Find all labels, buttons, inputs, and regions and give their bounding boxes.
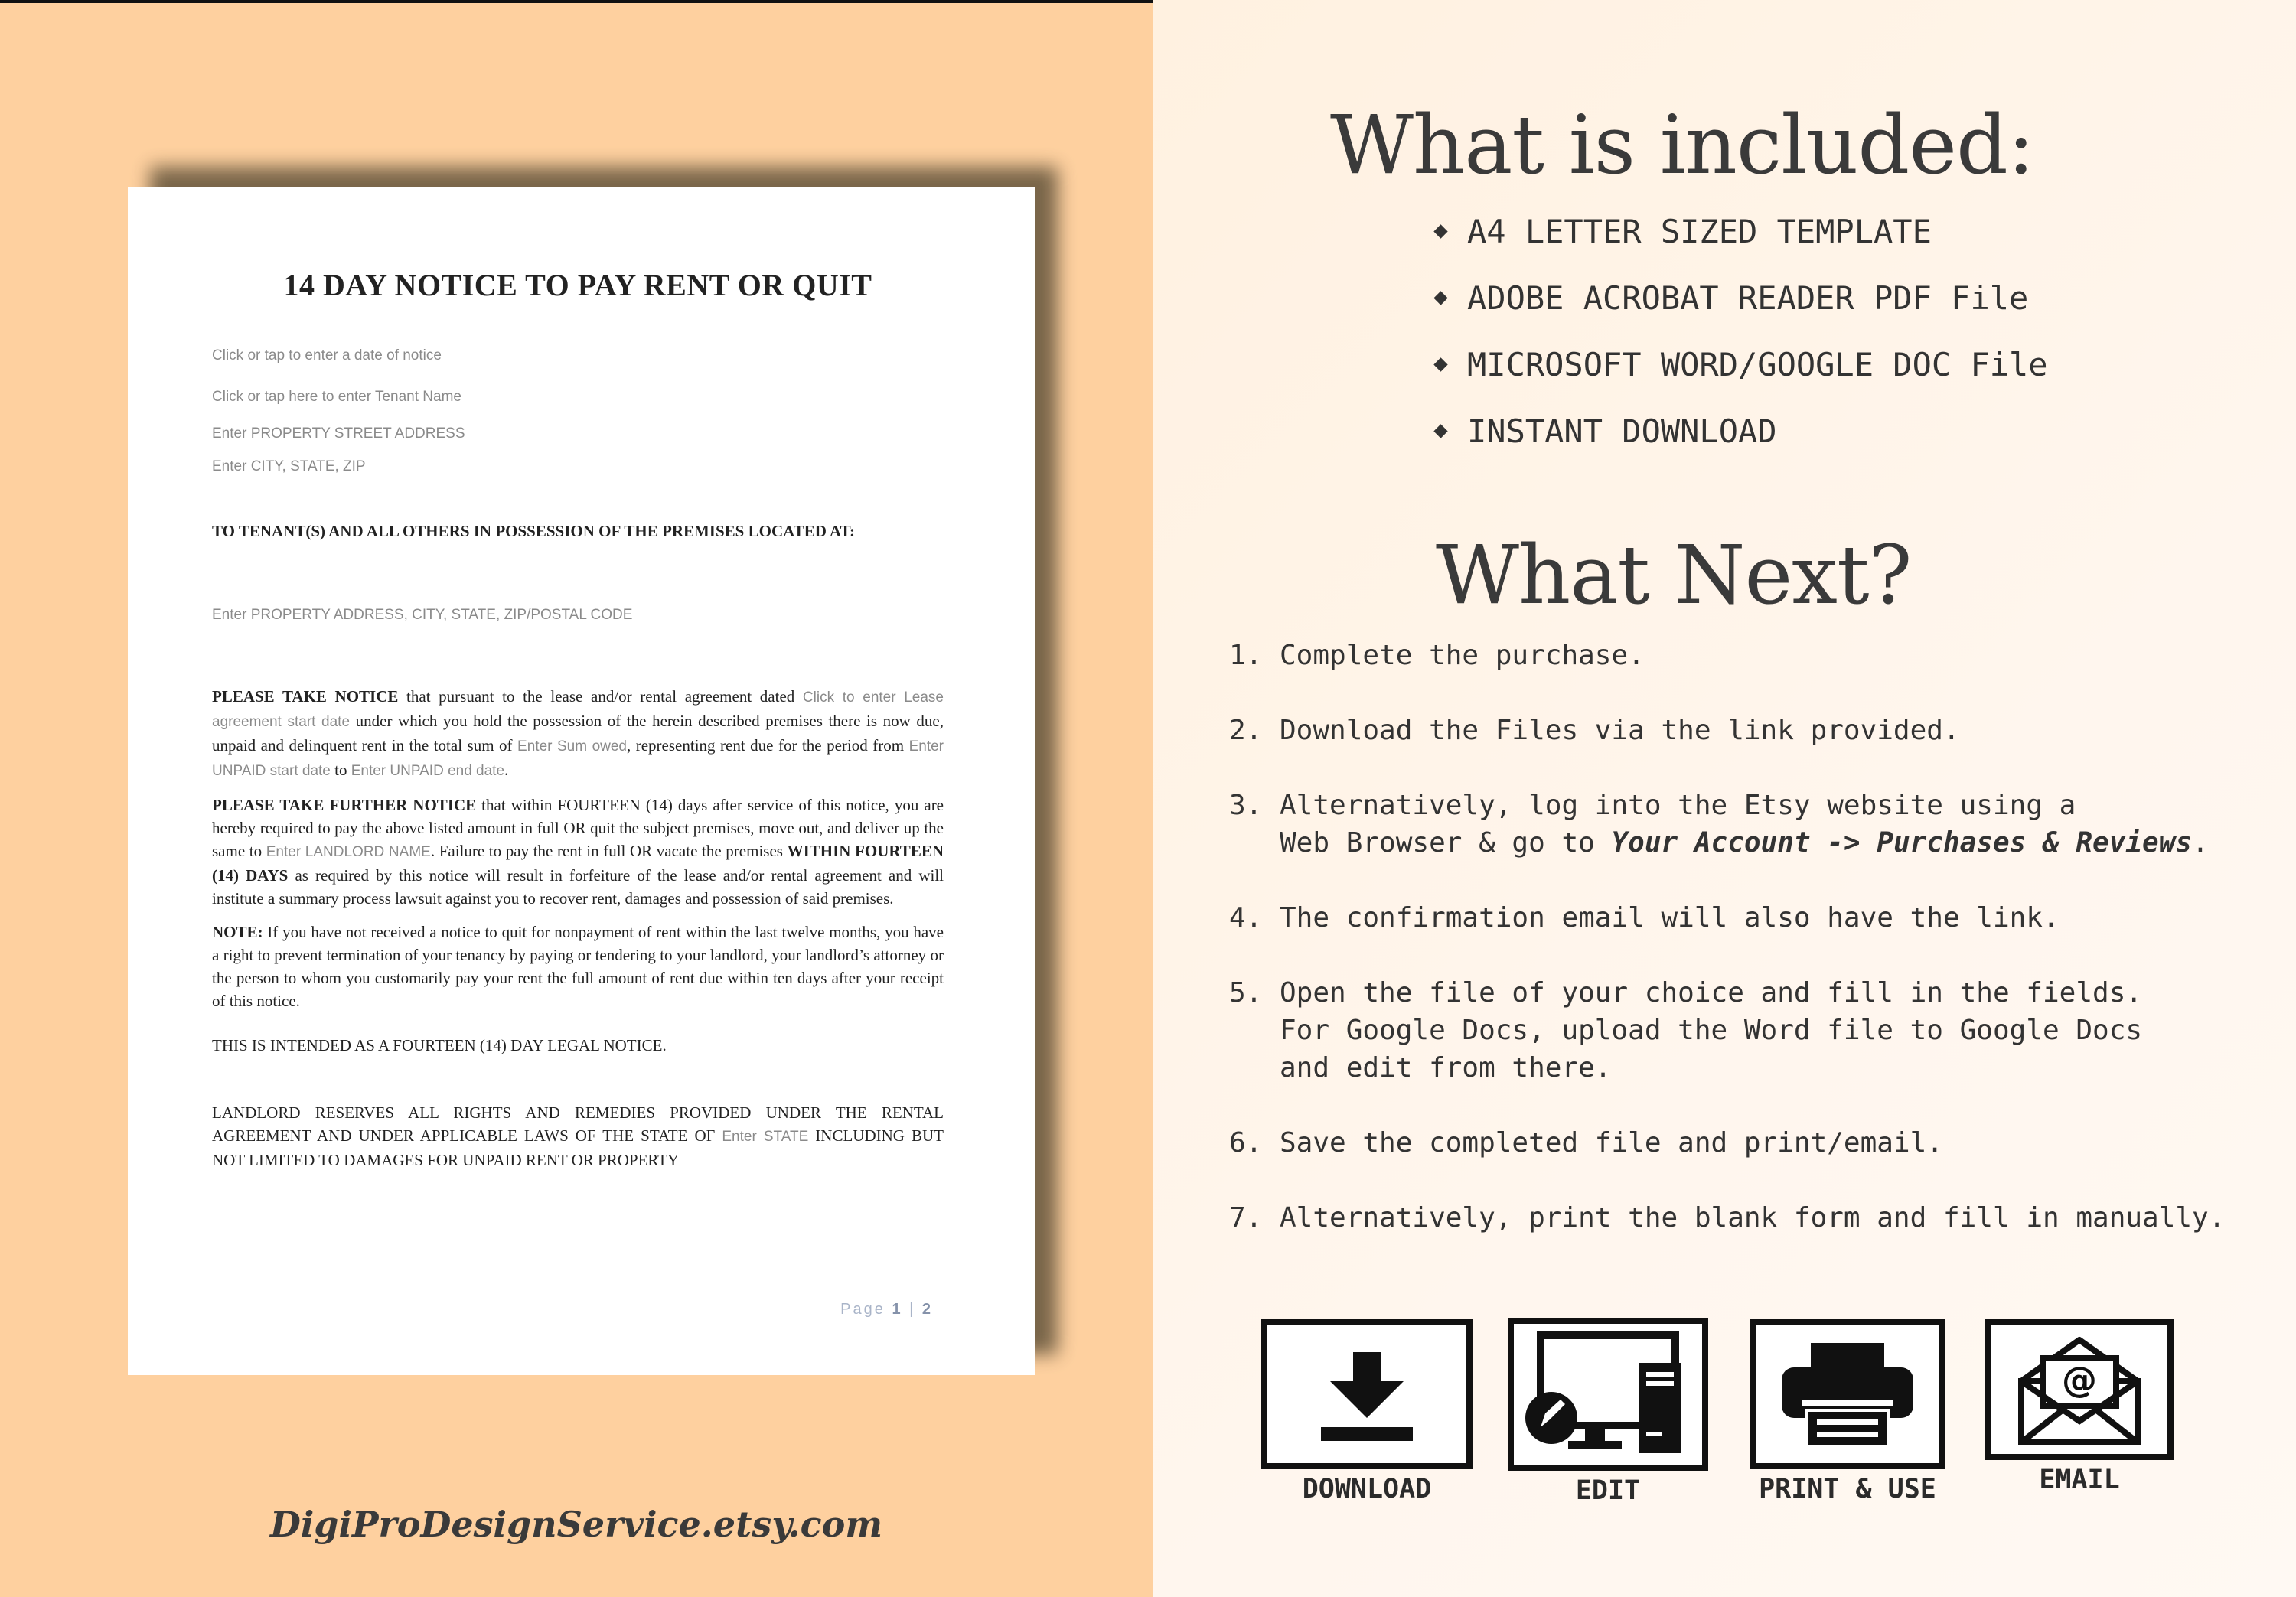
city-placeholder: Enter CITY, STATE, ZIP xyxy=(212,458,366,474)
notice-text: to xyxy=(330,761,351,779)
steps-list xyxy=(1229,637,2225,1237)
state-placeholder: Enter STATE xyxy=(722,1129,809,1145)
notice-lead-1: PLEASE TAKE NOTICE xyxy=(212,687,399,706)
step-item: 4. The confirmation email will also have the link. xyxy=(1229,902,2060,934)
notice-text: that within FOURTEEN (14) days after service of this notice, you are hereby required to pay the above listed amount in full OR quit the subject premises, move out, and deliver up the same to xyxy=(212,796,944,860)
notice-lead-2: PLEASE TAKE FURTHER NOTICE xyxy=(212,796,477,814)
within-fourteen-days: WITHIN FOURTEEN (14) DAYS xyxy=(212,842,944,885)
landlord-name-placeholder: Enter LANDLORD NAME xyxy=(266,844,431,860)
date-placeholder: Click or tap to enter a date of notice xyxy=(212,347,442,363)
reserves-text: INCLUDING BUT NOT LIMITED TO DAMAGES FOR UNPAID RENT OR PROPERTY xyxy=(212,1126,944,1169)
step-item: 3. Alternatively, log into the Etsy website using a xyxy=(1229,790,2076,821)
document-preview xyxy=(128,187,1035,1375)
included-item: INSTANT DOWNLOAD xyxy=(1430,412,2048,479)
step-item: 1. Complete the purchase. xyxy=(1229,640,1645,671)
computer-edit-icon xyxy=(1508,1318,1708,1471)
email-feature xyxy=(1985,1319,2174,1495)
lease-start-placeholder: Click to enter Lease agreement start date xyxy=(212,689,944,730)
unpaid-start-placeholder: Enter UNPAID start date xyxy=(212,738,944,779)
step-item: 6. Save the completed file and print/email. xyxy=(1229,1127,1943,1159)
unpaid-end-placeholder: Enter UNPAID end date xyxy=(351,763,505,779)
legal-notice-line: THIS IS INTENDED AS A FOURTEEN (14) DAY LEGAL NOTICE. xyxy=(212,1036,667,1054)
to-tenants-heading: TO TENANT(S) AND ALL OTHERS IN POSSESSION OF THE PREMISES LOCATED AT: xyxy=(212,522,856,540)
included-item: A4 LETTER SIZED TEMPLATE xyxy=(1430,213,2048,279)
document-title: 14 DAY NOTICE TO PAY RENT OR QUIT xyxy=(283,268,872,302)
edit-feature xyxy=(1508,1318,1708,1506)
your-account-path: Your Account -> Purchases & Reviews xyxy=(1611,827,2193,859)
street-placeholder: Enter PROPERTY STREET ADDRESS xyxy=(212,425,465,442)
notice-text: that pursuant to the lease and/or rental agreement dated xyxy=(398,687,803,706)
included-list xyxy=(1430,213,2048,479)
edit-label: EDIT xyxy=(1575,1475,1641,1506)
diamond-bullet-icon xyxy=(1433,224,1447,238)
svg-text:@: @ xyxy=(2062,1359,2097,1400)
reserves-text: LANDLORD RESERVES ALL RIGHTS AND REMEDIES PROVIDED UNDER THE RENTAL AGREEMENT AND UNDER APPLICABLE LAWS OF THE STATE OF xyxy=(212,1103,944,1145)
landlord-reserves-paragraph xyxy=(212,1101,944,1172)
notice-paragraph-2 xyxy=(212,794,944,910)
print-feature xyxy=(1750,1319,1945,1504)
feature-icons-row xyxy=(1153,1319,2296,1511)
shop-url: DigiProDesignService.etsy.com xyxy=(269,1504,883,1545)
notice-text: as required by this notice will result in forfeiture of the lease and/or rental agreement and will institute a summary process lawsuit against you to recover rent, damages and possession of said premises. xyxy=(212,866,944,908)
note-lead: NOTE: xyxy=(212,923,263,941)
step-item: 2. Download the Files via the link provided. xyxy=(1229,715,1960,746)
diamond-bullet-icon xyxy=(1433,424,1447,438)
step-item-continued: For Google Docs, upload the Word file to Google Docs xyxy=(1280,1015,2143,1046)
diamond-bullet-icon xyxy=(1433,291,1447,305)
notice-text: . xyxy=(504,761,509,779)
diamond-bullet-icon xyxy=(1433,357,1447,371)
note-paragraph xyxy=(212,921,944,1012)
email-icon xyxy=(1985,1319,2174,1460)
tenant-placeholder: Click or tap here to enter Tenant Name xyxy=(212,389,461,405)
download-feature xyxy=(1261,1319,1473,1504)
note-text: If you have not received a notice to quit for nonpayment of rent within the last twelve months, you have a right to prevent termination of your tenancy by paying or tendering to your landlord, your landlord’s attorney or the person to whom you customarily pay your rent the full amount of rent due within ten days after your receipt of this notice. xyxy=(212,923,944,1010)
download-icon xyxy=(1261,1319,1473,1469)
document-body xyxy=(212,267,944,1172)
next-heading: What Next? xyxy=(1436,528,1912,622)
page-number: Page 1 | 2 xyxy=(840,1301,933,1318)
step-item-continued: and edit from there. xyxy=(1280,1052,1612,1084)
sum-owed-placeholder: Enter Sum owed xyxy=(517,738,627,755)
property-address-placeholder: Enter PROPERTY ADDRESS, CITY, STATE, ZIP/POSTAL CODE xyxy=(212,607,633,623)
printer-icon xyxy=(1750,1319,1945,1469)
email-label: EMAIL xyxy=(2039,1465,2120,1495)
notice-text: under which you hold the possession of the herein described premises there is now due, unpaid and delinquent rent in the total sum of xyxy=(212,712,944,755)
included-heading: What is included: xyxy=(1330,98,2034,192)
download-label: DOWNLOAD xyxy=(1302,1474,1432,1504)
included-item: MICROSOFT WORD/GOOGLE DOC File xyxy=(1430,346,2048,412)
notice-text: , representing rent due for the period from xyxy=(627,736,909,755)
print-label: PRINT & USE xyxy=(1759,1474,1936,1504)
notice-text: . Failure to pay the rent in full OR vacate the premises xyxy=(430,842,788,860)
step-item: 7. Alternatively, print the blank form and fill in manually. xyxy=(1229,1202,2226,1234)
top-divider-line xyxy=(0,0,1153,3)
step-item: 5. Open the file of your choice and fill in the fields. xyxy=(1229,977,2143,1009)
included-item: ADOBE ACROBAT READER PDF File xyxy=(1430,279,2048,346)
step-item-continued: Web Browser & go to Your Account -> Purchases & Reviews. xyxy=(1280,827,2209,859)
right-panel xyxy=(1153,0,2296,1597)
notice-paragraph-1 xyxy=(212,685,944,783)
